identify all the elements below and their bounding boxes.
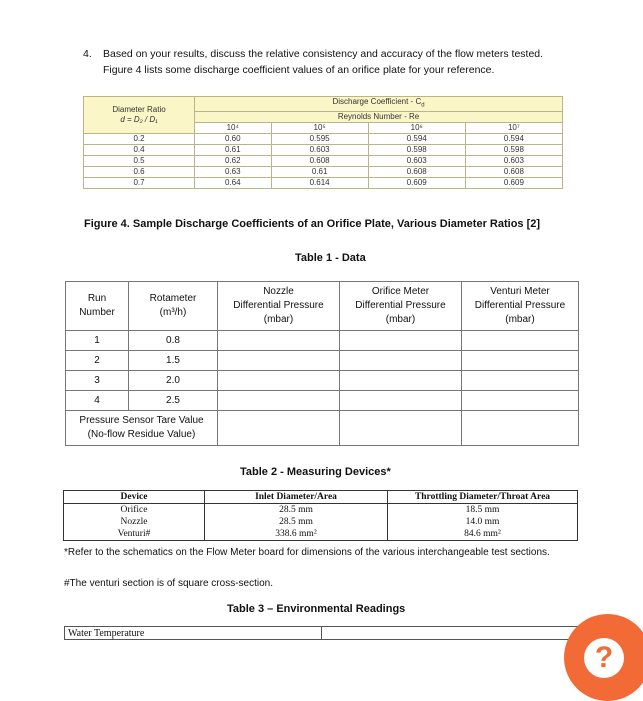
cd-cell: 0.595 [271, 133, 368, 144]
cd-cell: 0.60 [195, 133, 272, 144]
device-header: Device [64, 491, 205, 504]
tare-label [66, 411, 218, 446]
discharge-coefficient-table [83, 96, 563, 189]
header-line: (mbar) [263, 314, 294, 325]
re-value: 10⁷ [465, 122, 562, 133]
rotameter-header [129, 282, 218, 331]
device-cell: Orifice [64, 504, 205, 517]
cd-cell: 0.609 [465, 177, 562, 188]
re-value: 10⁶ [368, 122, 465, 133]
table-1-title: Table 1 - Data [295, 252, 366, 264]
table-row [84, 133, 563, 144]
inlet-cell: 338.6 mm² [205, 528, 388, 541]
reynolds-header: Reynolds Number - Re [195, 111, 563, 122]
header-line: (mbar) [385, 314, 416, 325]
table-row [65, 627, 578, 640]
nozzle-cell[interactable] [218, 391, 340, 411]
diameter-ratio-formula: d = D₂ / D₁ [120, 114, 158, 124]
header-line: Run [87, 293, 107, 304]
table-row [66, 391, 579, 411]
orifice-cell[interactable] [340, 331, 462, 351]
cd-cell: 0.62 [195, 155, 272, 166]
cd-cell: 0.614 [271, 177, 368, 188]
orifice-header [340, 282, 462, 331]
water-temperature-label: Water Temperature [65, 627, 322, 640]
question-number: 4. [83, 48, 92, 60]
discharge-title-sub: d [421, 102, 425, 109]
run-cell: 1 [66, 331, 129, 351]
cd-cell: 0.63 [195, 166, 272, 177]
cd-cell: 0.598 [465, 144, 562, 155]
orifice-cell[interactable] [340, 371, 462, 391]
cd-cell: 0.608 [465, 166, 562, 177]
table-row [84, 144, 563, 155]
data-table [65, 281, 579, 446]
discharge-coefficient-title [195, 97, 563, 112]
header-line: (m³/h) [159, 307, 187, 318]
nozzle-tare-cell[interactable] [218, 411, 340, 446]
run-number-header [66, 282, 129, 331]
inlet-cell: 28.5 mm [205, 516, 388, 528]
table-row [66, 331, 579, 351]
table-row [84, 166, 563, 177]
orifice-cell[interactable] [340, 351, 462, 371]
rotameter-cell: 2.0 [129, 371, 218, 391]
environmental-readings-table [64, 626, 578, 640]
cd-cell: 0.603 [465, 155, 562, 166]
discharge-title-text: Discharge Coefficient - C [332, 97, 422, 106]
cd-cell: 0.603 [368, 155, 465, 166]
header-line: Orifice Meter [371, 286, 430, 297]
header-line: Number [79, 307, 115, 318]
header-line: Nozzle [263, 286, 294, 297]
table-row [84, 177, 563, 188]
rotameter-cell: 2.5 [129, 391, 218, 411]
venturi-cell[interactable] [462, 331, 579, 351]
orifice-cell[interactable] [340, 391, 462, 411]
cd-cell: 0.594 [465, 133, 562, 144]
header-line: Differential Pressure [233, 300, 324, 311]
table-row [64, 528, 578, 541]
device-cell: Nozzle [64, 516, 205, 528]
venturi-cell[interactable] [462, 371, 579, 391]
measuring-devices-table [63, 490, 578, 541]
tare-line: (No-flow Residue Value) [87, 429, 196, 440]
throat-header: Throttling Diameter/Throat Area [388, 491, 578, 504]
cd-cell: 0.608 [368, 166, 465, 177]
nozzle-cell[interactable] [218, 351, 340, 371]
venturi-cell[interactable] [462, 391, 579, 411]
header-line: Differential Pressure [474, 300, 566, 311]
cd-cell: 0.598 [368, 144, 465, 155]
run-cell: 2 [66, 351, 129, 371]
table-row [66, 371, 579, 391]
table-row [84, 155, 563, 166]
ratio-cell: 0.4 [84, 144, 195, 155]
header-line: Differential Pressure [355, 300, 446, 311]
question-mark-icon: ? [584, 638, 624, 678]
venturi-tare-cell[interactable] [462, 411, 579, 446]
orifice-tare-cell[interactable] [340, 411, 462, 446]
header-line: Venturi Meter [490, 286, 550, 297]
rotameter-cell: 1.5 [129, 351, 218, 371]
diameter-ratio-label: Diameter Ratio [112, 104, 166, 114]
venturi-cell[interactable] [462, 351, 579, 371]
question-line-1: Based on your results, discuss the relative consistency and accuracy of the flow meters tested. [103, 48, 544, 60]
device-cell: Venturi# [64, 528, 205, 541]
ratio-cell: 0.6 [84, 166, 195, 177]
nozzle-cell[interactable] [218, 331, 340, 351]
nozzle-cell[interactable] [218, 371, 340, 391]
cd-cell: 0.61 [195, 144, 272, 155]
inlet-header: Inlet Diameter/Area [205, 491, 388, 504]
throat-cell: 84.6 mm² [388, 528, 578, 541]
re-value: 10⁵ [271, 122, 368, 133]
table-row [64, 504, 578, 517]
table-row [64, 516, 578, 528]
table-2-title: Table 2 - Measuring Devices* [240, 466, 391, 478]
question-line-2: Figure 4 lists some discharge coefficient values of an orifice plate for your reference. [103, 64, 495, 76]
tare-line: Pressure Sensor Tare Value [79, 415, 204, 426]
cd-cell: 0.603 [271, 144, 368, 155]
ratio-cell: 0.5 [84, 155, 195, 166]
cd-cell: 0.61 [271, 166, 368, 177]
cd-cell: 0.594 [368, 133, 465, 144]
re-value: 10⁴ [195, 122, 272, 133]
ratio-cell: 0.2 [84, 133, 195, 144]
run-cell: 3 [66, 371, 129, 391]
throat-cell: 14.0 mm [388, 516, 578, 528]
water-temperature-value[interactable] [322, 627, 578, 640]
diameter-ratio-header [84, 97, 195, 134]
inlet-cell: 28.5 mm [205, 504, 388, 517]
table-2-note-venturi: #The venturi section is of square cross-section. [64, 578, 273, 589]
ratio-cell: 0.7 [84, 177, 195, 188]
header-line: Rotameter [149, 293, 197, 304]
cd-cell: 0.608 [271, 155, 368, 166]
throat-cell: 18.5 mm [388, 504, 578, 517]
tare-row [66, 411, 579, 446]
figure-4-caption: Figure 4. Sample Discharge Coefficients of an Orifice Plate, Various Diameter Ratios [2] [84, 218, 541, 230]
rotameter-cell: 0.8 [129, 331, 218, 351]
venturi-header [462, 282, 579, 331]
run-cell: 4 [66, 391, 129, 411]
nozzle-header [218, 282, 340, 331]
cd-cell: 0.609 [368, 177, 465, 188]
help-button[interactable] [564, 614, 643, 701]
table-2-note-refer: *Refer to the schematics on the Flow Meter board for dimensions of the various interchangeable test sections. [64, 547, 550, 558]
table-3-title: Table 3 – Environmental Readings [227, 603, 406, 615]
header-line: (mbar) [505, 314, 535, 325]
table-row [66, 351, 579, 371]
cd-cell: 0.64 [195, 177, 272, 188]
